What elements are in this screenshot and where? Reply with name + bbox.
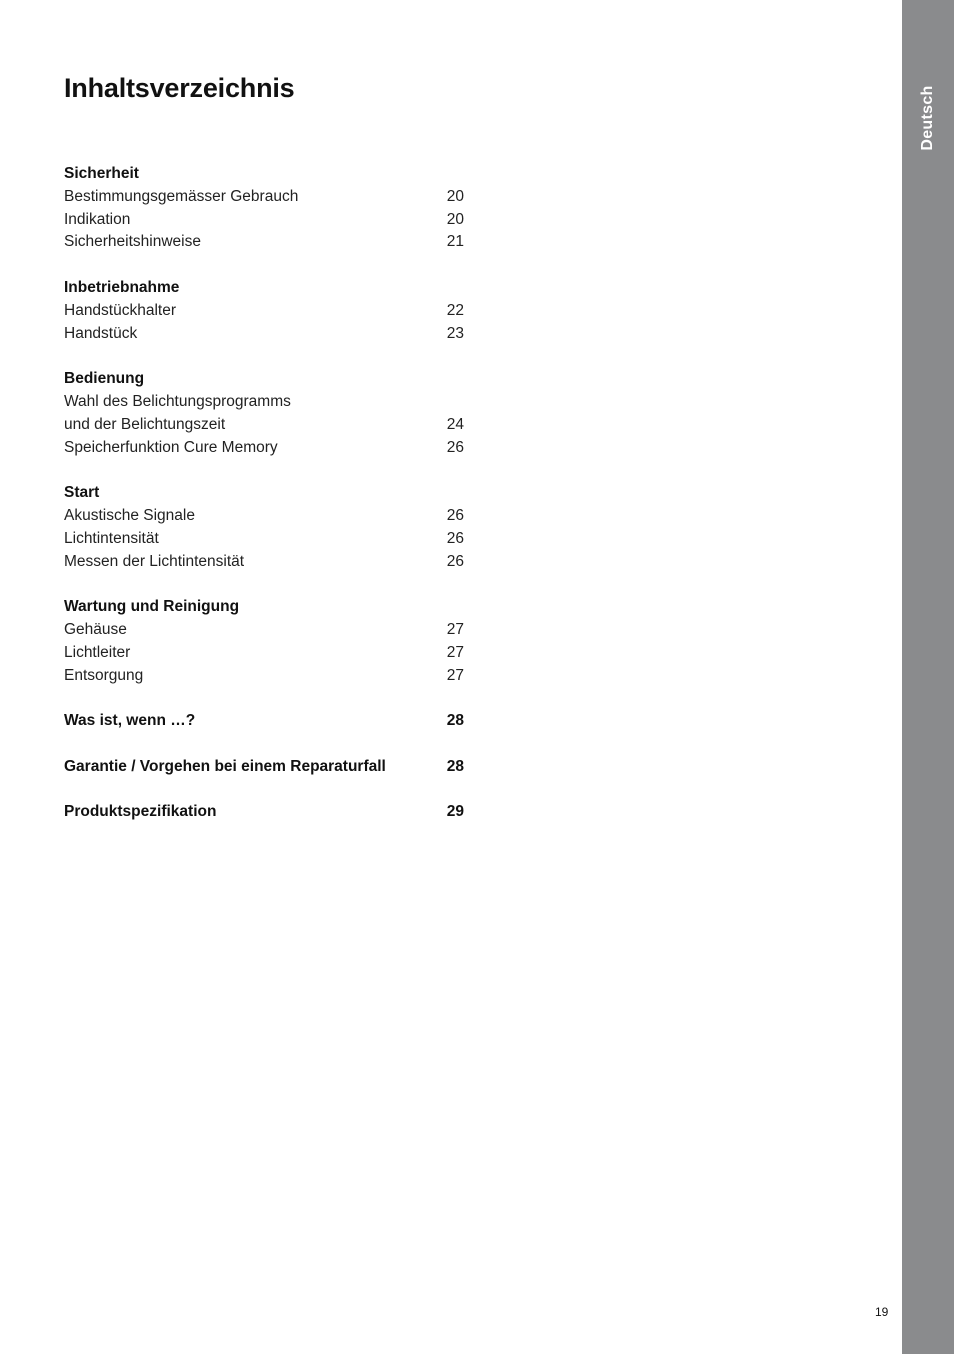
toc-entry-page: 20 <box>446 210 464 228</box>
toc-entry[interactable] <box>64 528 464 551</box>
toc-heading-label: Was ist, wenn …? <box>64 712 196 730</box>
toc-heading[interactable] <box>64 163 464 186</box>
page-title: Inhaltsverzeichnis <box>64 73 295 103</box>
toc-heading-label: Wartung und Reinigung <box>64 598 240 616</box>
toc-entry-label: Handstück <box>64 324 138 342</box>
toc-section-bedienung <box>64 368 464 459</box>
toc-entry[interactable] <box>64 665 464 688</box>
toc-entry[interactable] <box>64 437 464 460</box>
toc-heading[interactable] <box>64 756 464 779</box>
side-tab-label: Deutsch <box>919 85 936 151</box>
toc-entry-page: 21 <box>446 233 464 251</box>
toc-section-garantie <box>64 756 464 779</box>
toc-heading[interactable] <box>64 801 464 824</box>
toc-entry-page: 27 <box>446 666 464 684</box>
toc-heading-label: Inbetriebnahme <box>64 278 180 296</box>
toc-entry-label: und der Belichtungszeit <box>64 415 226 433</box>
toc-entry[interactable] <box>64 551 464 574</box>
toc-entry[interactable] <box>64 619 464 642</box>
toc-entry-page: 26 <box>446 438 464 456</box>
toc-entry-label: Akustische Signale <box>64 506 195 524</box>
toc-entry[interactable] <box>64 642 464 665</box>
toc-entry-label: Handstückhalter <box>64 301 177 319</box>
toc-entry-page: 23 <box>446 324 464 342</box>
toc-entry-label: Lichtleiter <box>64 643 131 661</box>
toc-entry-page: 26 <box>446 529 464 547</box>
toc-section-produktspezifikation <box>64 801 464 824</box>
toc-entry-page: 20 <box>446 187 464 205</box>
toc-heading-label: Sicherheit <box>64 165 139 182</box>
toc-entry-label: Lichtintensität <box>64 529 159 547</box>
toc-entry[interactable] <box>64 300 464 323</box>
toc-heading-page: 28 <box>446 757 464 775</box>
toc-entry-page: 27 <box>446 620 464 638</box>
toc-section-was-ist-wenn <box>64 710 464 733</box>
toc-entry-label: Speicherfunktion Cure Memory <box>64 438 278 456</box>
toc-entry[interactable] <box>64 391 464 414</box>
toc-entry-label: Indikation <box>64 210 131 228</box>
toc-entry[interactable] <box>64 323 464 346</box>
toc-section-inbetriebnahme <box>64 277 464 345</box>
page-number: 19 <box>875 1305 889 1319</box>
toc-entry[interactable] <box>64 209 464 232</box>
toc-entry-page: 24 <box>446 415 464 433</box>
toc-entry-label: Sicherheitshinweise <box>64 233 201 251</box>
toc-heading-label: Bedienung <box>64 370 145 388</box>
toc-heading[interactable] <box>64 277 464 300</box>
toc-heading-page: 29 <box>446 803 464 821</box>
toc-entry-label: Bestimmungsgemässer Gebrauch <box>64 187 299 205</box>
language-side-tab <box>902 0 954 1354</box>
toc-entry[interactable] <box>64 414 464 437</box>
toc-entry-label: Gehäuse <box>64 620 127 638</box>
toc-section-start <box>64 482 464 573</box>
table-of-contents <box>64 163 464 847</box>
toc-entry-label: Messen der Lichtintensität <box>64 552 245 570</box>
toc-heading[interactable] <box>64 710 464 733</box>
toc-heading[interactable] <box>64 482 464 505</box>
toc-entry-page: 22 <box>446 301 464 319</box>
toc-entry-page: 27 <box>446 643 464 661</box>
toc-entry[interactable] <box>64 505 464 528</box>
toc-section-sicherheit <box>64 163 464 254</box>
toc-heading[interactable] <box>64 596 464 619</box>
toc-section-wartung <box>64 596 464 687</box>
toc-heading-label: Produktspezifikation <box>64 803 217 821</box>
toc-heading-label: Start <box>64 484 100 502</box>
toc-entry-label: Entsorgung <box>64 666 144 684</box>
toc-heading-label: Garantie / Vorgehen bei einem Reparaturfall <box>64 757 386 775</box>
toc-entry-page: 26 <box>446 506 464 524</box>
toc-entry-page: 26 <box>446 552 464 570</box>
toc-heading-page: 28 <box>446 712 464 730</box>
toc-entry[interactable] <box>64 186 464 209</box>
toc-heading[interactable] <box>64 368 464 391</box>
toc-entry-label: Wahl des Belichtungsprogramms <box>64 392 291 410</box>
toc-entry[interactable] <box>64 231 464 254</box>
